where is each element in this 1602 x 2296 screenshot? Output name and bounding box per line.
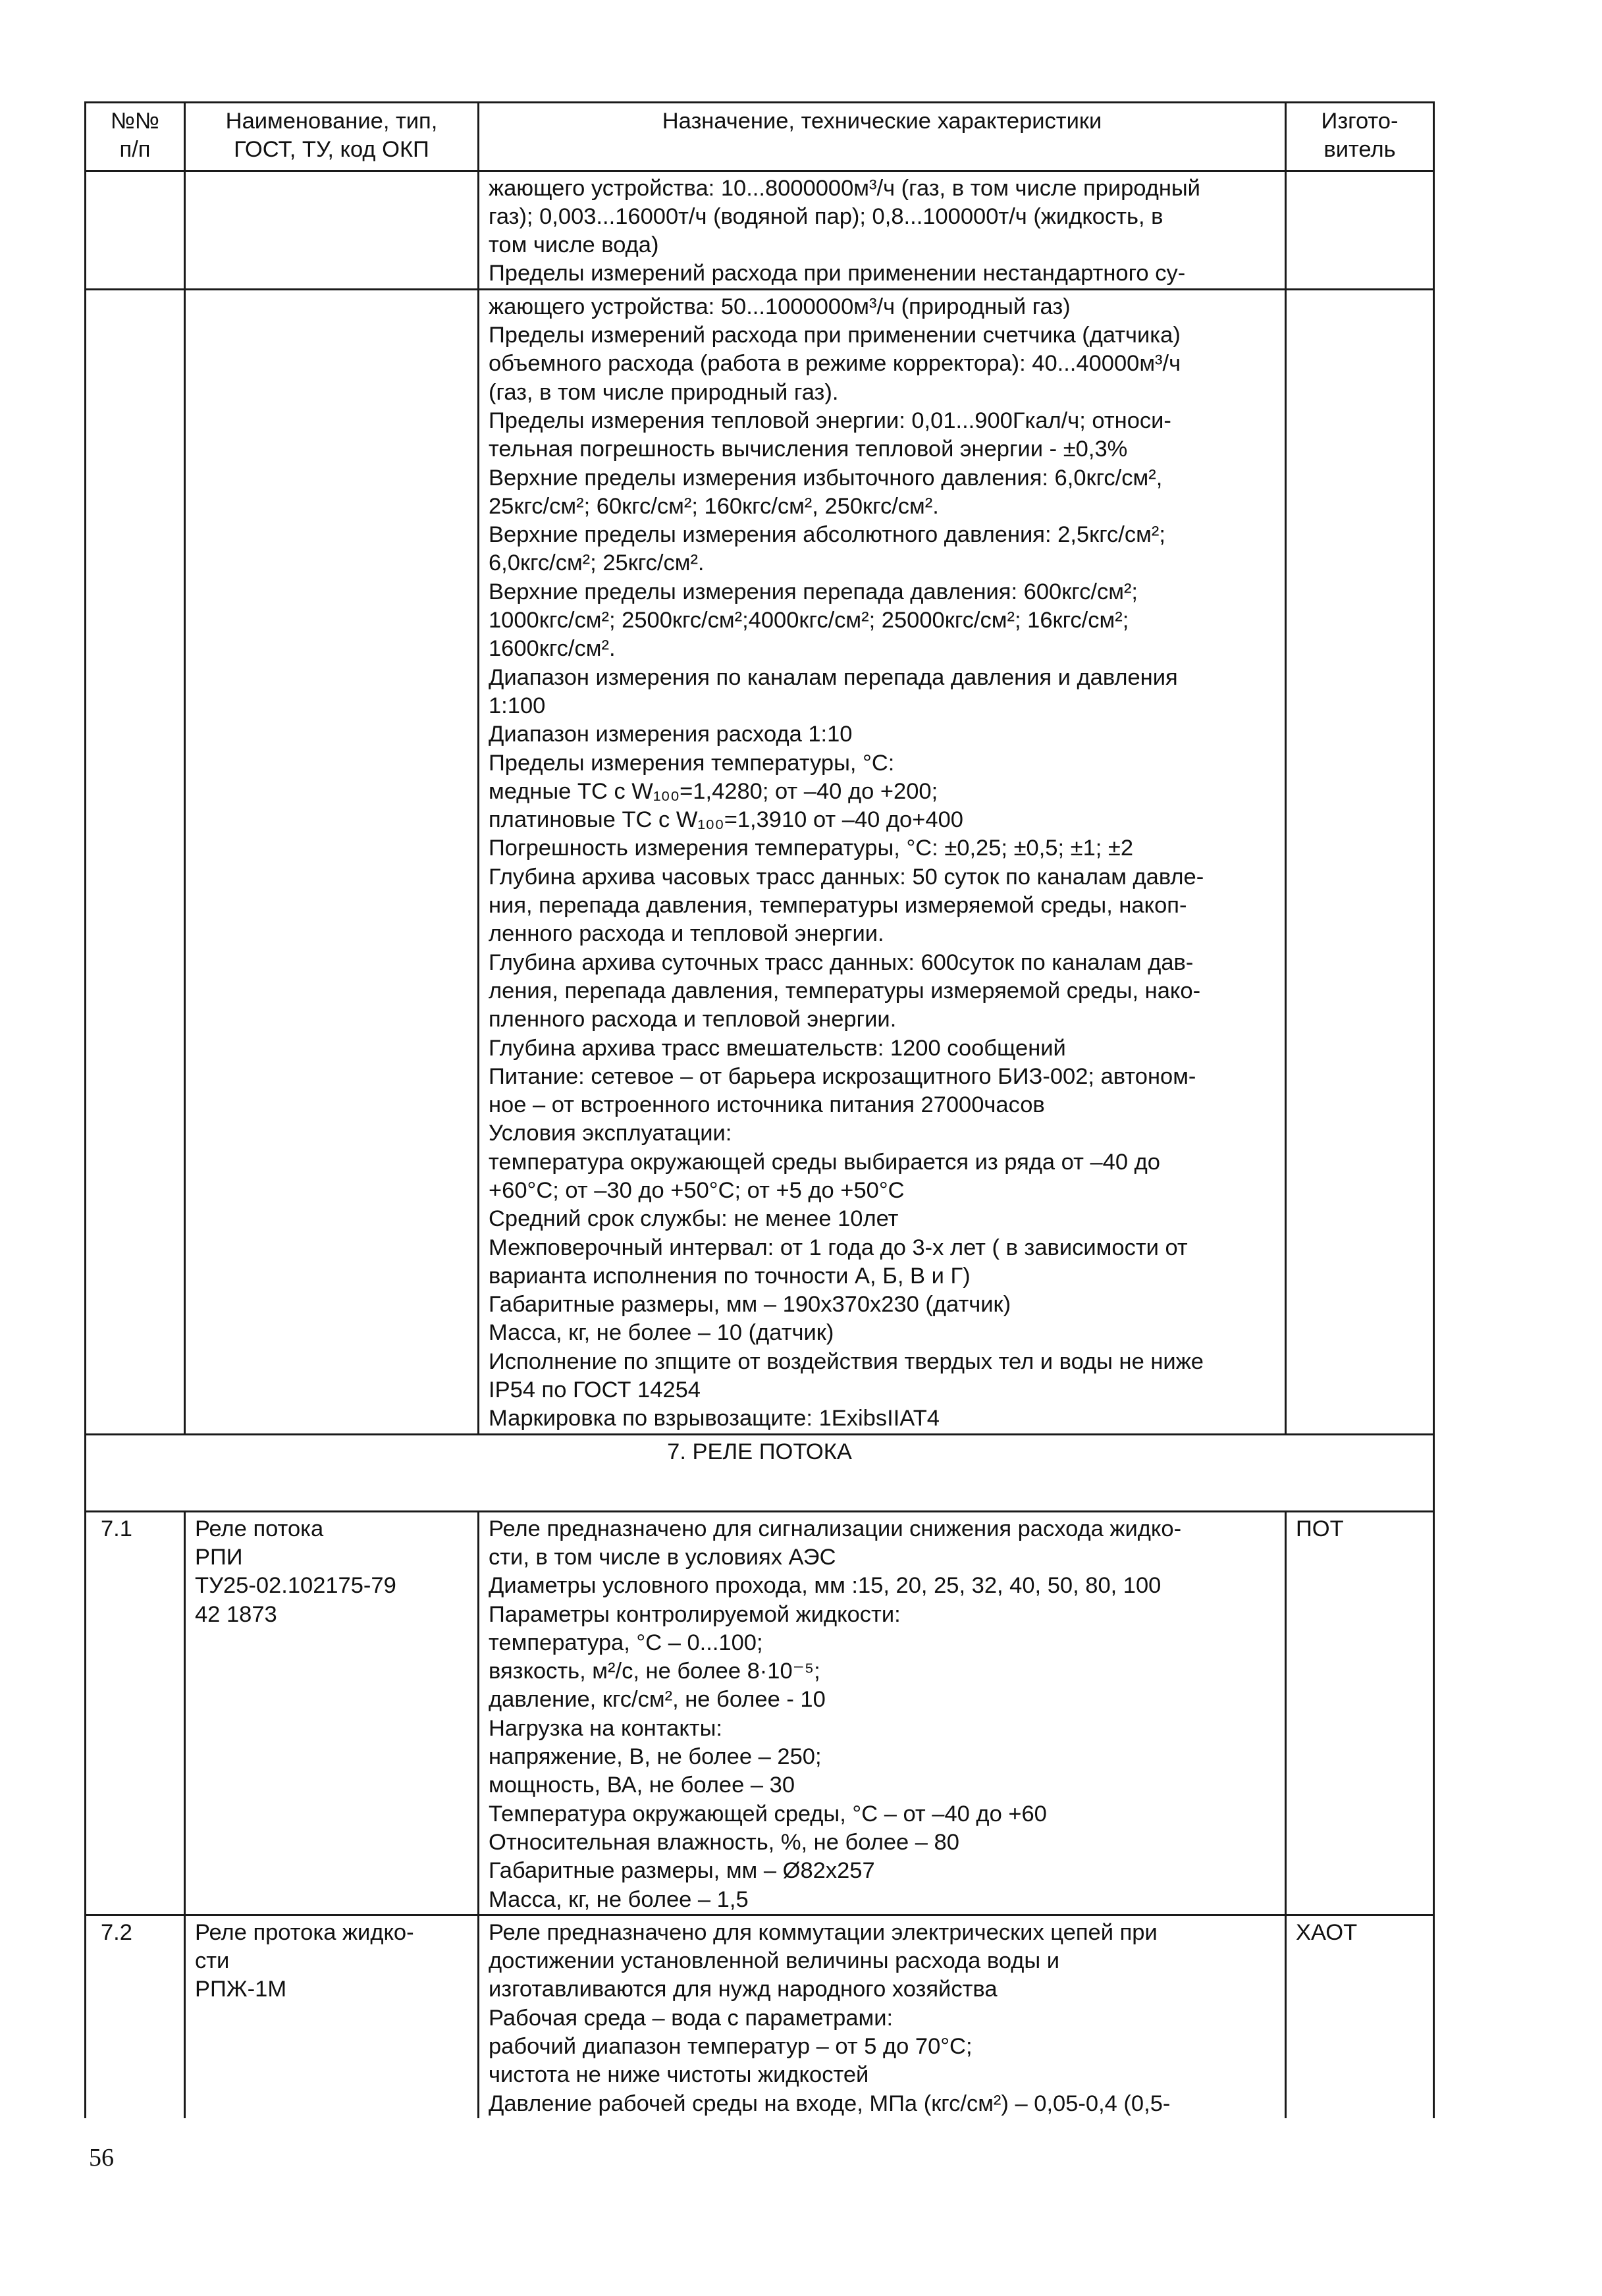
specification-table [84,101,1435,2118]
description-line: Маркировка по взрывозащите: 1ExibsIIAT4 [489,1406,940,1431]
description-cell [479,1511,1286,1915]
name-line: РПИ [195,1544,243,1570]
description-line: чистота не ниже чистоты жидкостей [489,2062,869,2088]
description-line: объемного расхода (работа в режиме корректора): 40...40000м³/ч [489,351,1181,377]
description-line: ления, перепада давления, температуры измеряемой среды, нако- [489,978,1201,1003]
page-number: 56 [89,2144,114,2172]
description-line: Верхние пределы измерения абсолютного давления: 2,5кгс/см²; [489,522,1165,548]
description-line: мощность, ВА, не более – 30 [489,1773,795,1798]
description-line: Пределы измерений расхода при применении нестандартного су- [489,261,1186,286]
name-line: ТУ25-02.102175-79 [195,1573,396,1599]
description-line: 25кгс/см²; 60кгс/см²; 160кгс/см², 250кгс/см². [489,493,939,519]
description-line: Пределы измерений расхода при применении счетчика (датчика) [489,323,1181,348]
description-line: ное – от встроенного источника питания 27000часов [489,1092,1045,1118]
description-line: том числе вода) [489,232,659,258]
description-line: Температура окружающей среды, °С – от –40 до +60 [489,1801,1047,1827]
description-line: Средний срок службы: не менее 10лет [489,1206,899,1232]
description-line: изготавливаются для нужд народного хозяйства [489,1977,998,2002]
table-row [86,1915,1434,2118]
description-line: варианта исполнения по точности А, Б, В и Г) [489,1263,971,1289]
table-row [86,289,1434,1434]
description-line: Погрешность измерения температуры, °С: ±0,25; ±0,5; ±1; ±2 [489,836,1134,861]
name-line: 42 1873 [195,1601,277,1627]
description-line: платиновые ТС с W₁₀₀=1,3910 от –40 до+400 [489,807,963,833]
manufacturer-cell: ХАОТ [1286,1915,1434,2118]
name-line: Реле потока [195,1516,324,1541]
description-line: Параметры контролируемой жидкости: [489,1601,901,1627]
description-line: Верхние пределы измерения перепада давления: 600кгс/см²; [489,579,1138,604]
description-line: Рабочая среда – вода с параметрами: [489,2005,894,2031]
description-line: +60°С; от –30 до +50°С; от +5 до +50°С [489,1177,905,1203]
description-line: сти, в том числе в условиях АЭС [489,1544,836,1570]
name-cell [185,1915,479,2118]
description-line: Масса, кг, не более – 10 (датчик) [489,1320,834,1346]
description-line: Нагрузка на контакты: [489,1715,722,1741]
description-line: Пределы измерения тепловой энергии: 0,01...900Гкал/ч; относи- [489,408,1171,433]
description-line: медные ТС с W₁₀₀=1,4280; от –40 до +200; [489,778,938,804]
header-description: Назначение, технические характеристики [479,103,1286,171]
description-line: Реле предназначено для сигнализации снижения расхода жидко- [489,1516,1182,1541]
description-line: 6,0кгс/см²; 25кгс/см². [489,550,705,576]
row-number: 7.2 [86,1915,185,2118]
header-manufacturer: Изгото- витель [1286,103,1434,171]
name-cell [185,1511,479,1915]
description-line: пленного расхода и тепловой энергии. [489,1007,897,1032]
description-line: Исполнение по зпщите от воздействия твердых тел и воды не ниже [489,1348,1204,1374]
description-cell [479,1915,1286,2118]
description-line: 1600кгс/см². [489,636,616,662]
description-cell [479,289,1286,1434]
description-line: тельная погрешность вычисления тепловой энергии - ±0,3% [489,437,1128,462]
description-line: Межповерочный интервал: от 1 года до 3-х лет ( в зависимости от [489,1235,1188,1260]
description-line: Пределы измерения температуры, °С: [489,750,895,776]
description-line: Условия эксплуатации: [489,1121,732,1146]
section-row [86,1434,1434,1511]
description-line: газ); 0,003...16000т/ч (водяной пар); 0,8...100000т/ч (жидкость, в [489,203,1163,229]
description-line: напряжение, В, не более – 250; [489,1744,822,1770]
section-title: 7. РЕЛЕ ПОТОКА [86,1434,1434,1511]
name-line: Реле протока жидко- [195,1919,414,1945]
description-line: 1000кгс/см²; 2500кгс/см²;4000кгс/см²; 25000кгс/см²; 16кгс/см²; [489,608,1129,633]
description-line: Глубина архива трасс вмешательств: 1200 сообщений [489,1035,1066,1061]
description-line: давление, кгс/см², не более - 10 [489,1687,826,1713]
description-line: Диапазон измерения расхода 1:10 [489,722,853,747]
header-name: Наименование, тип, ГОСТ, ТУ, код ОКП [185,103,479,171]
name-line: сти [195,1948,230,1974]
description-line: ния, перепада давления, температуры измеряемой среды, накоп- [489,893,1187,919]
table-header-row [86,103,1434,171]
description-line: достижении установленной величины расхода воды и [489,1948,1060,1974]
description-line: 1:100 [489,693,546,718]
description-line: Реле предназначено для коммутации электрических цепей при [489,1919,1158,1945]
description-line: Диаметры условного прохода, мм :15, 20, 25, 32, 40, 50, 80, 100 [489,1573,1161,1599]
description-line: (газ, в том числе природный газ). [489,379,839,405]
description-cell [479,171,1286,289]
description-line: Диапазон измерения по каналам перепада давления и давления [489,664,1178,690]
description-line: Масса, кг, не более – 1,5 [489,1886,749,1912]
description-line: Габаритные размеры, мм – Ø82х257 [489,1858,875,1884]
description-line: Верхние пределы измерения избыточного давления: 6,0кгс/см², [489,465,1163,491]
description-line: жающего устройства: 50...1000000м³/ч (природный газ) [489,294,1071,319]
description-line: Питание: сетевое – от барьера искрозащитного БИЗ-002; автоном- [489,1063,1196,1089]
description-line: жающего устройства: 10...8000000м³/ч (газ, в том числе природный [489,175,1200,201]
description-line: температура окружающей среды выбирается из ряда от –40 до [489,1149,1160,1175]
header-number: №№ п/п [86,103,185,171]
description-line: вязкость, м²/с, не более 8·10⁻⁵; [489,1659,820,1684]
description-line: Габаритные размеры, мм – 190х370х230 (датчик) [489,1292,1011,1318]
description-line: ленного расхода и тепловой энергии. [489,921,884,947]
description-line: рабочий диапазон температур – от 5 до 70°С; [489,2034,973,2059]
table-row [86,1511,1434,1915]
row-number: 7.1 [86,1511,185,1915]
table-row [86,171,1434,289]
manufacturer-cell: ПОТ [1286,1511,1434,1915]
description-line: Относительная влажность, %, не более – 80 [489,1829,959,1855]
name-line: РПЖ-1М [195,1977,287,2002]
description-line: Глубина архива часовых трасс данных: 50 суток по каналам давле- [489,864,1204,890]
description-line: IP54 по ГОСТ 14254 [489,1377,701,1403]
description-line: температура, °С – 0...100; [489,1630,763,1655]
description-line: Давление рабочей среды на входе, МПа (кгс/см²) – 0,05-0,4 (0,5- [489,2091,1171,2116]
description-line: Глубина архива суточных трасс данных: 600суток по каналам дав- [489,949,1194,975]
